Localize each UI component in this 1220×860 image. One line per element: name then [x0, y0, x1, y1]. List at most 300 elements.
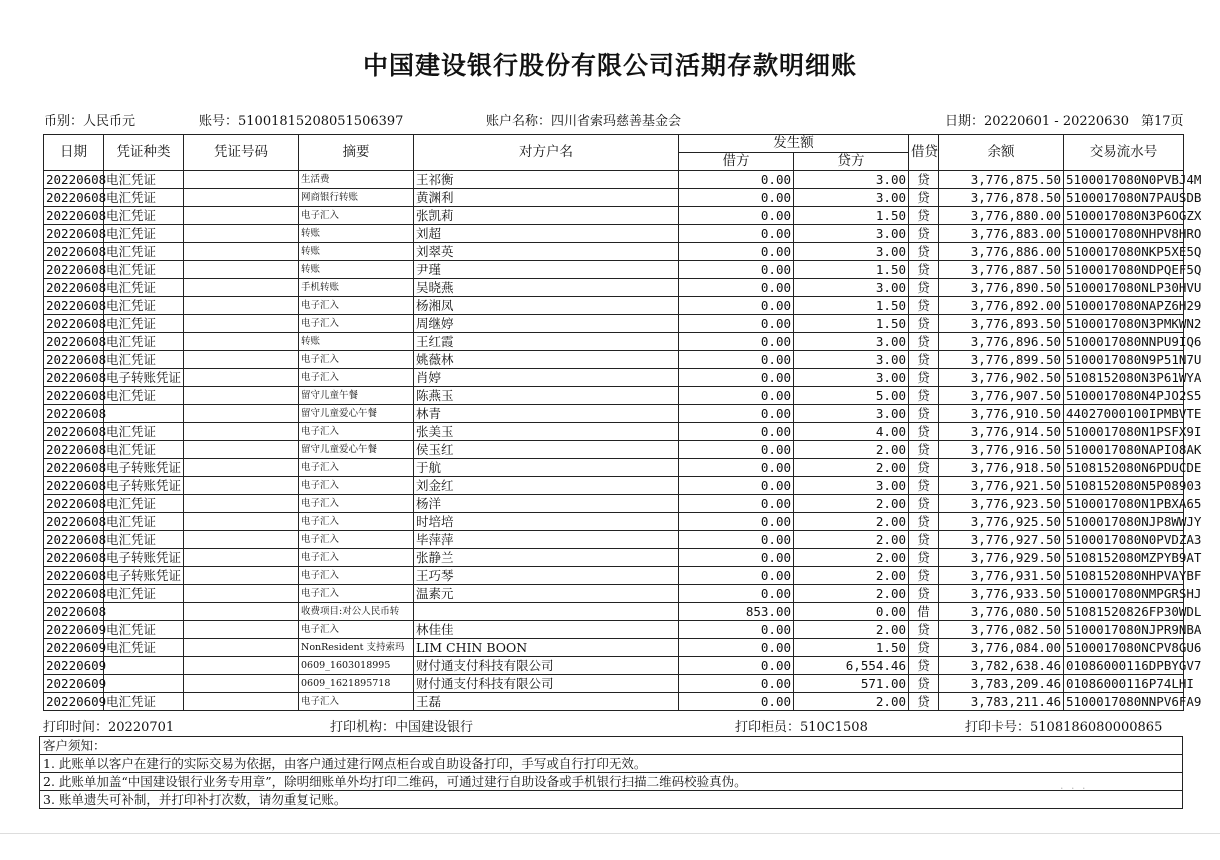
cell-balance: 3,776,902.50	[939, 369, 1064, 387]
cell-voucher-type: 电子转账凭证	[104, 567, 184, 585]
cell-debit-credit: 贷	[909, 333, 939, 351]
cell-voucher-number	[184, 423, 299, 441]
cell-debit: 0.00	[679, 297, 794, 315]
cell-credit: 0.00	[794, 603, 909, 621]
cell-credit: 1.50	[794, 639, 909, 657]
cell-debit: 0.00	[679, 261, 794, 279]
cell-voucher-number	[184, 351, 299, 369]
cell-counterparty: 王巧琴	[414, 567, 679, 585]
cell-summary: 留守儿童爱心午餐	[299, 405, 414, 423]
table-row	[44, 603, 1184, 621]
cell-date: 20220608	[44, 297, 104, 315]
header-voucher-type: 凭证种类	[104, 135, 184, 171]
cell-date: 20220608	[44, 477, 104, 495]
cell-voucher-number	[184, 207, 299, 225]
customer-notes	[39, 736, 1183, 809]
cell-counterparty: 刘超	[414, 225, 679, 243]
cell-counterparty: 温素元	[414, 585, 679, 603]
cell-transaction-number: 44027000100IPMBVTE	[1064, 405, 1184, 423]
cell-debit: 0.00	[679, 621, 794, 639]
cell-debit: 853.00	[679, 603, 794, 621]
cell-date: 20220608	[44, 261, 104, 279]
cell-transaction-number: 5100017080NJP8WWJY	[1064, 513, 1184, 531]
cell-summary: 电子汇入	[299, 315, 414, 333]
cell-debit: 0.00	[679, 477, 794, 495]
cell-voucher-type: 电汇凭证	[104, 423, 184, 441]
cell-counterparty: 财付通支付科技有限公司	[414, 657, 679, 675]
cell-transaction-number: 5100017080NAPZ6H29	[1064, 297, 1184, 315]
cell-voucher-type: 电汇凭证	[104, 297, 184, 315]
cell-voucher-type: 电汇凭证	[104, 225, 184, 243]
cell-voucher-number	[184, 675, 299, 693]
cell-date: 20220608	[44, 513, 104, 531]
cell-voucher-type	[104, 657, 184, 675]
cell-credit: 3.00	[794, 351, 909, 369]
cell-transaction-number: 5100017080NJPR9NBA	[1064, 621, 1184, 639]
cell-date: 20220608	[44, 495, 104, 513]
header-voucher-number: 凭证号码	[184, 135, 299, 171]
cell-credit: 3.00	[794, 189, 909, 207]
cell-date: 20220608	[44, 279, 104, 297]
cell-voucher-number	[184, 531, 299, 549]
cell-summary: 转账	[299, 261, 414, 279]
cell-summary: 电子汇入	[299, 621, 414, 639]
cell-balance: 3,782,638.46	[939, 657, 1064, 675]
cell-transaction-number: 5100017080N7PAUSDB	[1064, 189, 1184, 207]
cell-date: 20220609	[44, 639, 104, 657]
cell-transaction-number: 5100017080NMPGRSHJ	[1064, 585, 1184, 603]
cell-transaction-number: 5108152080NHPVAYBF	[1064, 567, 1184, 585]
cell-debit-credit: 贷	[909, 657, 939, 675]
cell-debit: 0.00	[679, 441, 794, 459]
cell-voucher-number	[184, 477, 299, 495]
cell-voucher-number	[184, 495, 299, 513]
cell-summary: 电子汇入	[299, 549, 414, 567]
cell-balance: 3,776,931.50	[939, 567, 1064, 585]
print-time: 打印时间：20220701	[43, 720, 175, 735]
cell-counterparty: 肖婷	[414, 369, 679, 387]
table-row	[44, 261, 1184, 279]
cell-credit: 5.00	[794, 387, 909, 405]
table-row	[44, 405, 1184, 423]
cell-debit: 0.00	[679, 315, 794, 333]
cell-debit: 0.00	[679, 405, 794, 423]
cell-debit-credit: 贷	[909, 243, 939, 261]
cell-credit: 2.00	[794, 693, 909, 711]
table-row	[44, 477, 1184, 495]
cell-date: 20220608	[44, 531, 104, 549]
cell-voucher-type: 电汇凭证	[104, 279, 184, 297]
cell-balance: 3,776,916.50	[939, 441, 1064, 459]
cell-credit: 2.00	[794, 531, 909, 549]
cell-credit: 4.00	[794, 423, 909, 441]
cell-voucher-type: 电子转账凭证	[104, 459, 184, 477]
cell-debit-credit: 贷	[909, 423, 939, 441]
cell-counterparty: 陈燕玉	[414, 387, 679, 405]
cell-debit-credit: 贷	[909, 441, 939, 459]
cell-credit: 1.50	[794, 207, 909, 225]
cell-debit-credit: 贷	[909, 297, 939, 315]
cell-credit: 3.00	[794, 477, 909, 495]
cell-debit: 0.00	[679, 549, 794, 567]
cell-transaction-number: 5100017080N0PVBJ4M	[1064, 171, 1184, 189]
table-row	[44, 459, 1184, 477]
cell-debit: 0.00	[679, 279, 794, 297]
cell-credit: 2.00	[794, 513, 909, 531]
cell-summary: 收费项目:对公人民币转	[299, 603, 414, 621]
cell-debit-credit: 贷	[909, 639, 939, 657]
cell-transaction-number: 5100017080NDPQEF5Q	[1064, 261, 1184, 279]
cell-summary: 0609_1621895718	[299, 675, 414, 693]
cell-summary: 电子汇入	[299, 207, 414, 225]
cell-summary: 电子汇入	[299, 513, 414, 531]
cell-counterparty: 林青	[414, 405, 679, 423]
cell-voucher-type: 电汇凭证	[104, 189, 184, 207]
cell-voucher-number	[184, 513, 299, 531]
cell-summary: 电子汇入	[299, 495, 414, 513]
cell-summary: 电子汇入	[299, 423, 414, 441]
cell-debit-credit: 贷	[909, 495, 939, 513]
header-date: 日期	[44, 135, 104, 171]
cell-date: 20220608	[44, 441, 104, 459]
cell-credit: 2.00	[794, 495, 909, 513]
cell-debit-credit: 贷	[909, 567, 939, 585]
cell-summary: 手机转账	[299, 279, 414, 297]
cell-voucher-number	[184, 549, 299, 567]
cell-credit: 571.00	[794, 675, 909, 693]
cell-voucher-number	[184, 261, 299, 279]
cell-credit: 1.50	[794, 315, 909, 333]
cell-debit-credit: 贷	[909, 171, 939, 189]
cell-debit-credit: 贷	[909, 459, 939, 477]
cell-debit: 0.00	[679, 225, 794, 243]
cell-balance: 3,776,899.50	[939, 351, 1064, 369]
table-row	[44, 441, 1184, 459]
cell-voucher-type: 电子转账凭证	[104, 549, 184, 567]
cell-date: 20220609	[44, 693, 104, 711]
table-row	[44, 189, 1184, 207]
cell-voucher-number	[184, 621, 299, 639]
cell-voucher-number	[184, 639, 299, 657]
cell-counterparty: 王磊	[414, 693, 679, 711]
cell-debit-credit: 贷	[909, 585, 939, 603]
cell-date: 20220609	[44, 657, 104, 675]
header-summary: 摘要	[299, 135, 414, 171]
cell-counterparty: 尹瑾	[414, 261, 679, 279]
cell-summary: 电子汇入	[299, 459, 414, 477]
header-debit-credit: 借贷	[909, 135, 939, 171]
page-bottom-rule	[0, 833, 1220, 834]
cell-counterparty: 张静兰	[414, 549, 679, 567]
cell-credit: 1.50	[794, 261, 909, 279]
print-card-number: 打印卡号：5108186080000865	[965, 720, 1163, 735]
cell-summary: 电子汇入	[299, 585, 414, 603]
cell-date: 20220608	[44, 207, 104, 225]
page-number: 第17页	[1141, 114, 1184, 129]
table-row	[44, 567, 1184, 585]
print-teller: 打印柜员：510C1508	[735, 720, 868, 735]
cell-debit: 0.00	[679, 639, 794, 657]
cell-voucher-type: 电汇凭证	[104, 585, 184, 603]
cell-debit: 0.00	[679, 459, 794, 477]
cell-credit: 2.00	[794, 459, 909, 477]
cell-debit: 0.00	[679, 657, 794, 675]
cell-date: 20220608	[44, 459, 104, 477]
table-row	[44, 369, 1184, 387]
cell-balance: 3,776,883.00	[939, 225, 1064, 243]
cell-debit: 0.00	[679, 567, 794, 585]
cell-credit: 3.00	[794, 225, 909, 243]
cell-debit: 0.00	[679, 513, 794, 531]
cell-transaction-number: 5100017080N1PSFX9I	[1064, 423, 1184, 441]
cell-credit: 2.00	[794, 585, 909, 603]
cell-debit-credit: 贷	[909, 549, 939, 567]
cell-transaction-number: 5108152080MZPYB9AT	[1064, 549, 1184, 567]
table-row	[44, 225, 1184, 243]
cell-summary: 电子汇入	[299, 531, 414, 549]
cell-voucher-type: 电汇凭证	[104, 621, 184, 639]
cell-transaction-number: 5100017080NLP30HVU	[1064, 279, 1184, 297]
cell-debit: 0.00	[679, 495, 794, 513]
cell-voucher-number	[184, 297, 299, 315]
cell-debit: 0.00	[679, 351, 794, 369]
cell-debit: 0.00	[679, 207, 794, 225]
cell-debit-credit: 贷	[909, 513, 939, 531]
cell-transaction-number: 5100017080NKP5XE5Q	[1064, 243, 1184, 261]
cell-date: 20220608	[44, 369, 104, 387]
cell-transaction-number: 5100017080NHPV8HRO	[1064, 225, 1184, 243]
cell-voucher-type: 电汇凭证	[104, 333, 184, 351]
cell-voucher-number	[184, 369, 299, 387]
cell-summary: NonResident 支持索玛	[299, 639, 414, 657]
cell-transaction-number: 5100017080NAPIO8AK	[1064, 441, 1184, 459]
header-debit: 借方	[679, 153, 794, 171]
cell-debit: 0.00	[679, 171, 794, 189]
cell-balance: 3,776,887.50	[939, 261, 1064, 279]
cell-debit: 0.00	[679, 333, 794, 351]
table-row	[44, 351, 1184, 369]
cell-counterparty: 张美玉	[414, 423, 679, 441]
cell-balance: 3,776,933.50	[939, 585, 1064, 603]
cell-counterparty: 姚薇林	[414, 351, 679, 369]
account-name: 账户名称：四川省索玛慈善基金会	[486, 114, 682, 129]
cell-balance: 3,783,211.46	[939, 693, 1064, 711]
cell-summary: 生活费	[299, 171, 414, 189]
cell-counterparty: 王祁衡	[414, 171, 679, 189]
cell-credit: 2.00	[794, 621, 909, 639]
cell-debit: 0.00	[679, 387, 794, 405]
cell-transaction-number: 5100017080N0PVDZA3	[1064, 531, 1184, 549]
cell-summary: 电子汇入	[299, 693, 414, 711]
cell-date: 20220608	[44, 333, 104, 351]
cell-balance: 3,776,080.50	[939, 603, 1064, 621]
notes-heading: 客户须知：	[40, 737, 1182, 755]
cell-date: 20220608	[44, 405, 104, 423]
cell-debit-credit: 贷	[909, 675, 939, 693]
cell-transaction-number: 51081520826FP30WDL	[1064, 603, 1184, 621]
cell-voucher-number	[184, 657, 299, 675]
cell-summary: 转账	[299, 225, 414, 243]
cell-voucher-type: 电汇凭证	[104, 387, 184, 405]
cell-date: 20220608	[44, 315, 104, 333]
cell-counterparty: 吴晓燕	[414, 279, 679, 297]
table-row	[44, 657, 1184, 675]
cell-transaction-number: 5100017080N3P6OGZX	[1064, 207, 1184, 225]
cell-voucher-type	[104, 405, 184, 423]
cell-transaction-number: 01086000116P74LHI	[1064, 675, 1184, 693]
cell-credit: 6,554.46	[794, 657, 909, 675]
cell-balance: 3,776,893.50	[939, 315, 1064, 333]
header-transaction-number: 交易流水号	[1064, 135, 1184, 171]
cell-voucher-number	[184, 387, 299, 405]
cell-debit-credit: 贷	[909, 369, 939, 387]
cell-transaction-number: 5100017080NNPU9IQ6	[1064, 333, 1184, 351]
cell-debit: 0.00	[679, 693, 794, 711]
cell-date: 20220608	[44, 603, 104, 621]
cell-transaction-number: 5100017080N9P51N7U	[1064, 351, 1184, 369]
cell-debit: 0.00	[679, 585, 794, 603]
cell-counterparty: 杨湘凤	[414, 297, 679, 315]
cell-date: 20220608	[44, 387, 104, 405]
cell-credit: 3.00	[794, 369, 909, 387]
cell-counterparty: 刘金红	[414, 477, 679, 495]
cell-counterparty: 林佳佳	[414, 621, 679, 639]
cell-date: 20220609	[44, 621, 104, 639]
cell-summary: 电子汇入	[299, 351, 414, 369]
note-item: 1. 此账单以客户在建行的实际交易为依据，由客户通过建行网点柜台或自助设备打印，手写或自行打印无效。	[40, 755, 1182, 773]
cell-debit-credit: 贷	[909, 261, 939, 279]
cell-summary: 电子汇入	[299, 477, 414, 495]
cell-summary: 电子汇入	[299, 369, 414, 387]
note-item: 3. 账单遗失可补制，并打印补打次数，请勿重复记账。	[43, 792, 347, 807]
table-row	[44, 243, 1184, 261]
cell-counterparty: 张凯莉	[414, 207, 679, 225]
cell-voucher-number	[184, 189, 299, 207]
cell-voucher-type: 电汇凭证	[104, 513, 184, 531]
cell-debit-credit: 贷	[909, 621, 939, 639]
cell-summary: 电子汇入	[299, 297, 414, 315]
cell-balance: 3,776,896.50	[939, 333, 1064, 351]
cell-voucher-type: 电汇凭证	[104, 243, 184, 261]
cell-voucher-number	[184, 441, 299, 459]
cell-voucher-number	[184, 315, 299, 333]
cell-voucher-type: 电汇凭证	[104, 693, 184, 711]
cell-voucher-number	[184, 567, 299, 585]
cell-voucher-number	[184, 333, 299, 351]
cell-debit-credit: 贷	[909, 477, 939, 495]
cell-date: 20220608	[44, 225, 104, 243]
cell-balance: 3,776,907.50	[939, 387, 1064, 405]
cell-date: 20220608	[44, 189, 104, 207]
cell-credit: 3.00	[794, 243, 909, 261]
table-row	[44, 171, 1184, 189]
cell-voucher-number	[184, 585, 299, 603]
table-row	[44, 387, 1184, 405]
table-row	[44, 621, 1184, 639]
cell-voucher-number	[184, 405, 299, 423]
cell-credit: 2.00	[794, 567, 909, 585]
cell-balance: 3,776,914.50	[939, 423, 1064, 441]
cell-voucher-type: 电汇凭证	[104, 531, 184, 549]
cell-summary: 留守儿童午餐	[299, 387, 414, 405]
cell-summary: 留守儿童爱心午餐	[299, 441, 414, 459]
cell-date: 20220608	[44, 585, 104, 603]
table-row	[44, 531, 1184, 549]
cell-debit: 0.00	[679, 423, 794, 441]
cell-credit: 3.00	[794, 171, 909, 189]
cell-debit-credit: 贷	[909, 405, 939, 423]
cell-balance: 3,776,084.00	[939, 639, 1064, 657]
cell-counterparty: LIM CHIN BOON	[414, 639, 679, 657]
cell-voucher-number	[184, 693, 299, 711]
cell-credit: 3.00	[794, 405, 909, 423]
cell-balance: 3,776,923.50	[939, 495, 1064, 513]
cell-counterparty: 周继婷	[414, 315, 679, 333]
date-range: 日期：20220601 - 20220630	[945, 114, 1129, 129]
cell-summary: 网商银行转账	[299, 189, 414, 207]
cell-transaction-number: 5100017080NCPV8GU6	[1064, 639, 1184, 657]
cell-debit-credit: 贷	[909, 279, 939, 297]
faint-stamp-mark: · · ·	[1060, 782, 1088, 795]
cell-transaction-number: 5108152080N3P61WYA	[1064, 369, 1184, 387]
cell-counterparty: 财付通支付科技有限公司	[414, 675, 679, 693]
cell-transaction-number: 5100017080N1PBXA65	[1064, 495, 1184, 513]
cell-date: 20220608	[44, 423, 104, 441]
header-credit: 贷方	[794, 153, 909, 171]
cell-balance: 3,776,892.00	[939, 297, 1064, 315]
cell-voucher-type: 电子转账凭证	[104, 369, 184, 387]
ledger-header	[44, 135, 1184, 171]
cell-summary: 转账	[299, 243, 414, 261]
cell-voucher-number	[184, 171, 299, 189]
cell-debit-credit: 贷	[909, 315, 939, 333]
cell-date: 20220608	[44, 243, 104, 261]
table-row	[44, 495, 1184, 513]
cell-counterparty: 王红霞	[414, 333, 679, 351]
cell-credit: 1.50	[794, 297, 909, 315]
cell-voucher-type: 电汇凭证	[104, 171, 184, 189]
cell-summary: 电子汇入	[299, 567, 414, 585]
account-number: 账号：51001815208051506397	[199, 114, 404, 129]
cell-balance: 3,776,082.50	[939, 621, 1064, 639]
cell-balance: 3,776,925.50	[939, 513, 1064, 531]
cell-debit-credit: 借	[909, 603, 939, 621]
cell-balance: 3,783,209.46	[939, 675, 1064, 693]
cell-voucher-type	[104, 603, 184, 621]
cell-voucher-type: 电汇凭证	[104, 207, 184, 225]
cell-voucher-number	[184, 279, 299, 297]
cell-counterparty: 毕萍萍	[414, 531, 679, 549]
cell-voucher-number	[184, 603, 299, 621]
cell-date: 20220608	[44, 549, 104, 567]
cell-debit: 0.00	[679, 243, 794, 261]
cell-voucher-type: 电汇凭证	[104, 639, 184, 657]
table-row	[44, 549, 1184, 567]
cell-transaction-number: 5108152080N5P08903	[1064, 477, 1184, 495]
table-row	[44, 675, 1184, 693]
cell-debit-credit: 贷	[909, 225, 939, 243]
cell-voucher-type: 电汇凭证	[104, 261, 184, 279]
table-row	[44, 585, 1184, 603]
cell-counterparty	[414, 603, 679, 621]
cell-debit: 0.00	[679, 675, 794, 693]
cell-debit-credit: 贷	[909, 189, 939, 207]
cell-balance: 3,776,921.50	[939, 477, 1064, 495]
cell-counterparty: 时培培	[414, 513, 679, 531]
cell-credit: 3.00	[794, 279, 909, 297]
cell-debit: 0.00	[679, 531, 794, 549]
cell-counterparty: 黄渊利	[414, 189, 679, 207]
